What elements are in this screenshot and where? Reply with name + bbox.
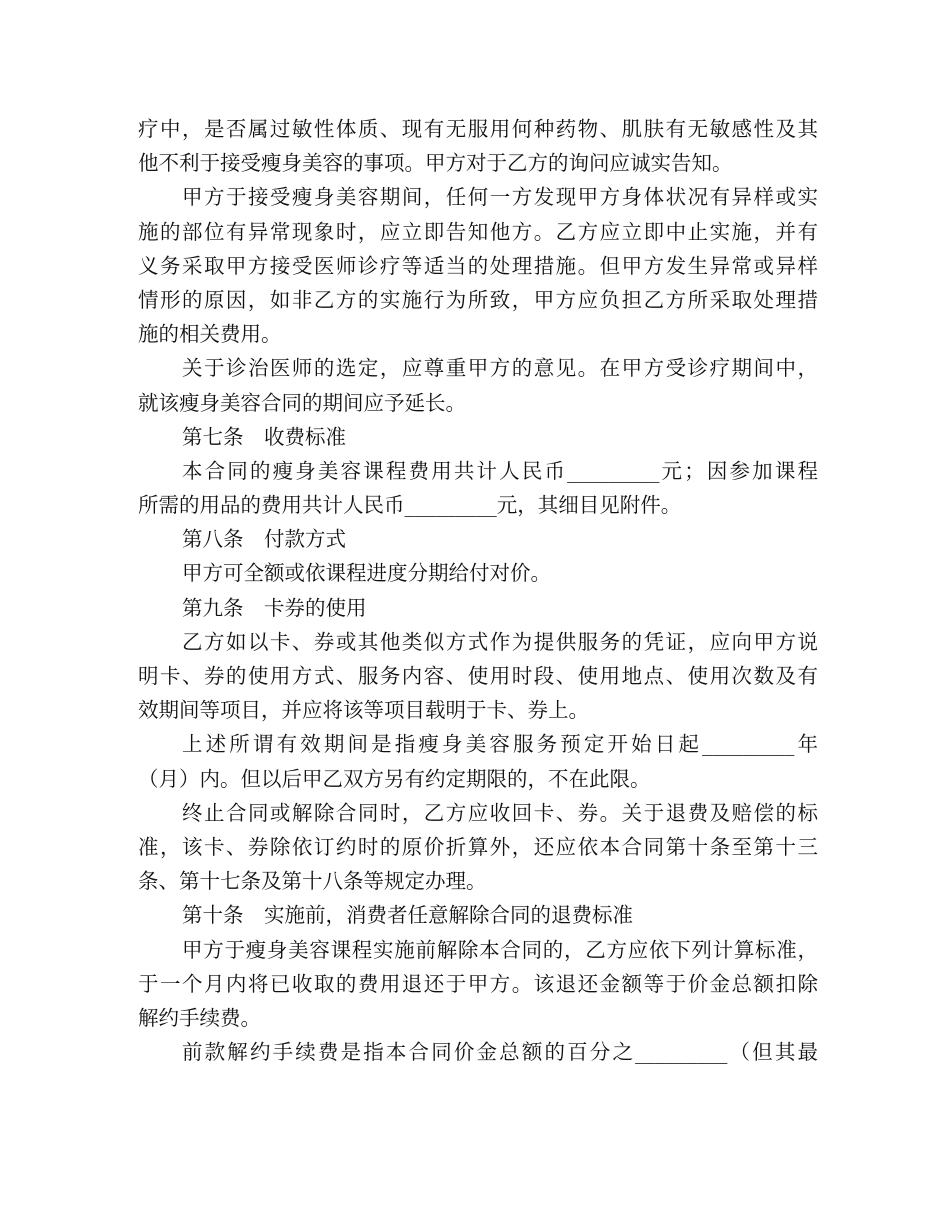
body-line: 本合同的瘦身美容课程费用共计人民币_________元；因参加课程 xyxy=(182,458,818,483)
body-line: 义务采取甲方接受医师诊疗等适当的处理措施。但甲方发生异常或异样 xyxy=(138,253,818,278)
body-line: 他不利于接受瘦身美容的事项。甲方对于乙方的询问应诚实告知。 xyxy=(138,151,733,176)
body-line: 施的部位有异常现象时，应立即告知他方。乙方应立即中止实施，并有 xyxy=(138,219,818,244)
body-line: 准，该卡、券除依订约时的原价折算外，还应依本合同第十条至第十三 xyxy=(138,834,818,859)
body-line: 乙方如以卡、券或其他类似方式作为提供服务的凭证，应向甲方说 xyxy=(182,629,818,654)
article-heading: 第八条 付款方式 xyxy=(182,527,346,552)
body-line: 终止合同或解除合同时，乙方应收回卡、券。关于退费及赔偿的标 xyxy=(182,800,818,825)
body-line: 就该瘦身美容合同的期间应予延长。 xyxy=(138,390,466,415)
body-line: 效期间等项目，并应将该等项目载明于卡、券上。 xyxy=(138,698,589,723)
body-line: 甲方于瘦身美容课程实施前解除本合同的，乙方应依下列计算标准， xyxy=(182,937,818,962)
body-line: 施的相关费用。 xyxy=(138,322,282,347)
contract-page xyxy=(138,112,818,1069)
body-line: 于一个月内将已收取的费用退还于甲方。该退还金额等于价金总额扣除 xyxy=(138,971,818,996)
body-line: 条、第十七条及第十八条等规定办理。 xyxy=(138,869,487,894)
body-line: 情形的原因，如非乙方的实施行为所致，甲方应负担乙方所采取处理措 xyxy=(138,287,818,312)
body-line: 关于诊治医师的选定，应尊重甲方的意见。在甲方受诊疗期间中， xyxy=(182,356,818,381)
article-heading: 第七条 收费标准 xyxy=(182,424,346,449)
body-line: 所需的用品的费用共计人民币_________元，其细目见附件。 xyxy=(138,493,682,518)
body-line: 甲方于接受瘦身美容期间，任何一方发现甲方身体状况有异样或实 xyxy=(182,185,818,210)
article-heading: 第十条 实施前，消费者任意解除合同的退费标准 xyxy=(182,903,633,928)
body-line: 疗中，是否属过敏性体质、现有无服用何种药物、肌肤有无敏感性及其 xyxy=(138,117,818,141)
body-line: 上述所谓有效期间是指瘦身美容服务预定开始日起_________年 xyxy=(182,732,818,757)
article-heading: 第九条 卡券的使用 xyxy=(182,595,367,620)
body-line: 明卡、券的使用方式、服务内容、使用时段、使用地点、使用次数及有 xyxy=(138,664,818,688)
body-line: 甲方可全额或依课程进度分期给付对价。 xyxy=(182,561,551,586)
body-line: 解约手续费。 xyxy=(138,1005,261,1030)
body-line: （月）内。但以后甲乙双方另有约定期限的，不在此限。 xyxy=(138,766,651,791)
body-line: 前款解约手续费是指本合同价金总额的百分之_________（但其最 xyxy=(182,1040,818,1065)
